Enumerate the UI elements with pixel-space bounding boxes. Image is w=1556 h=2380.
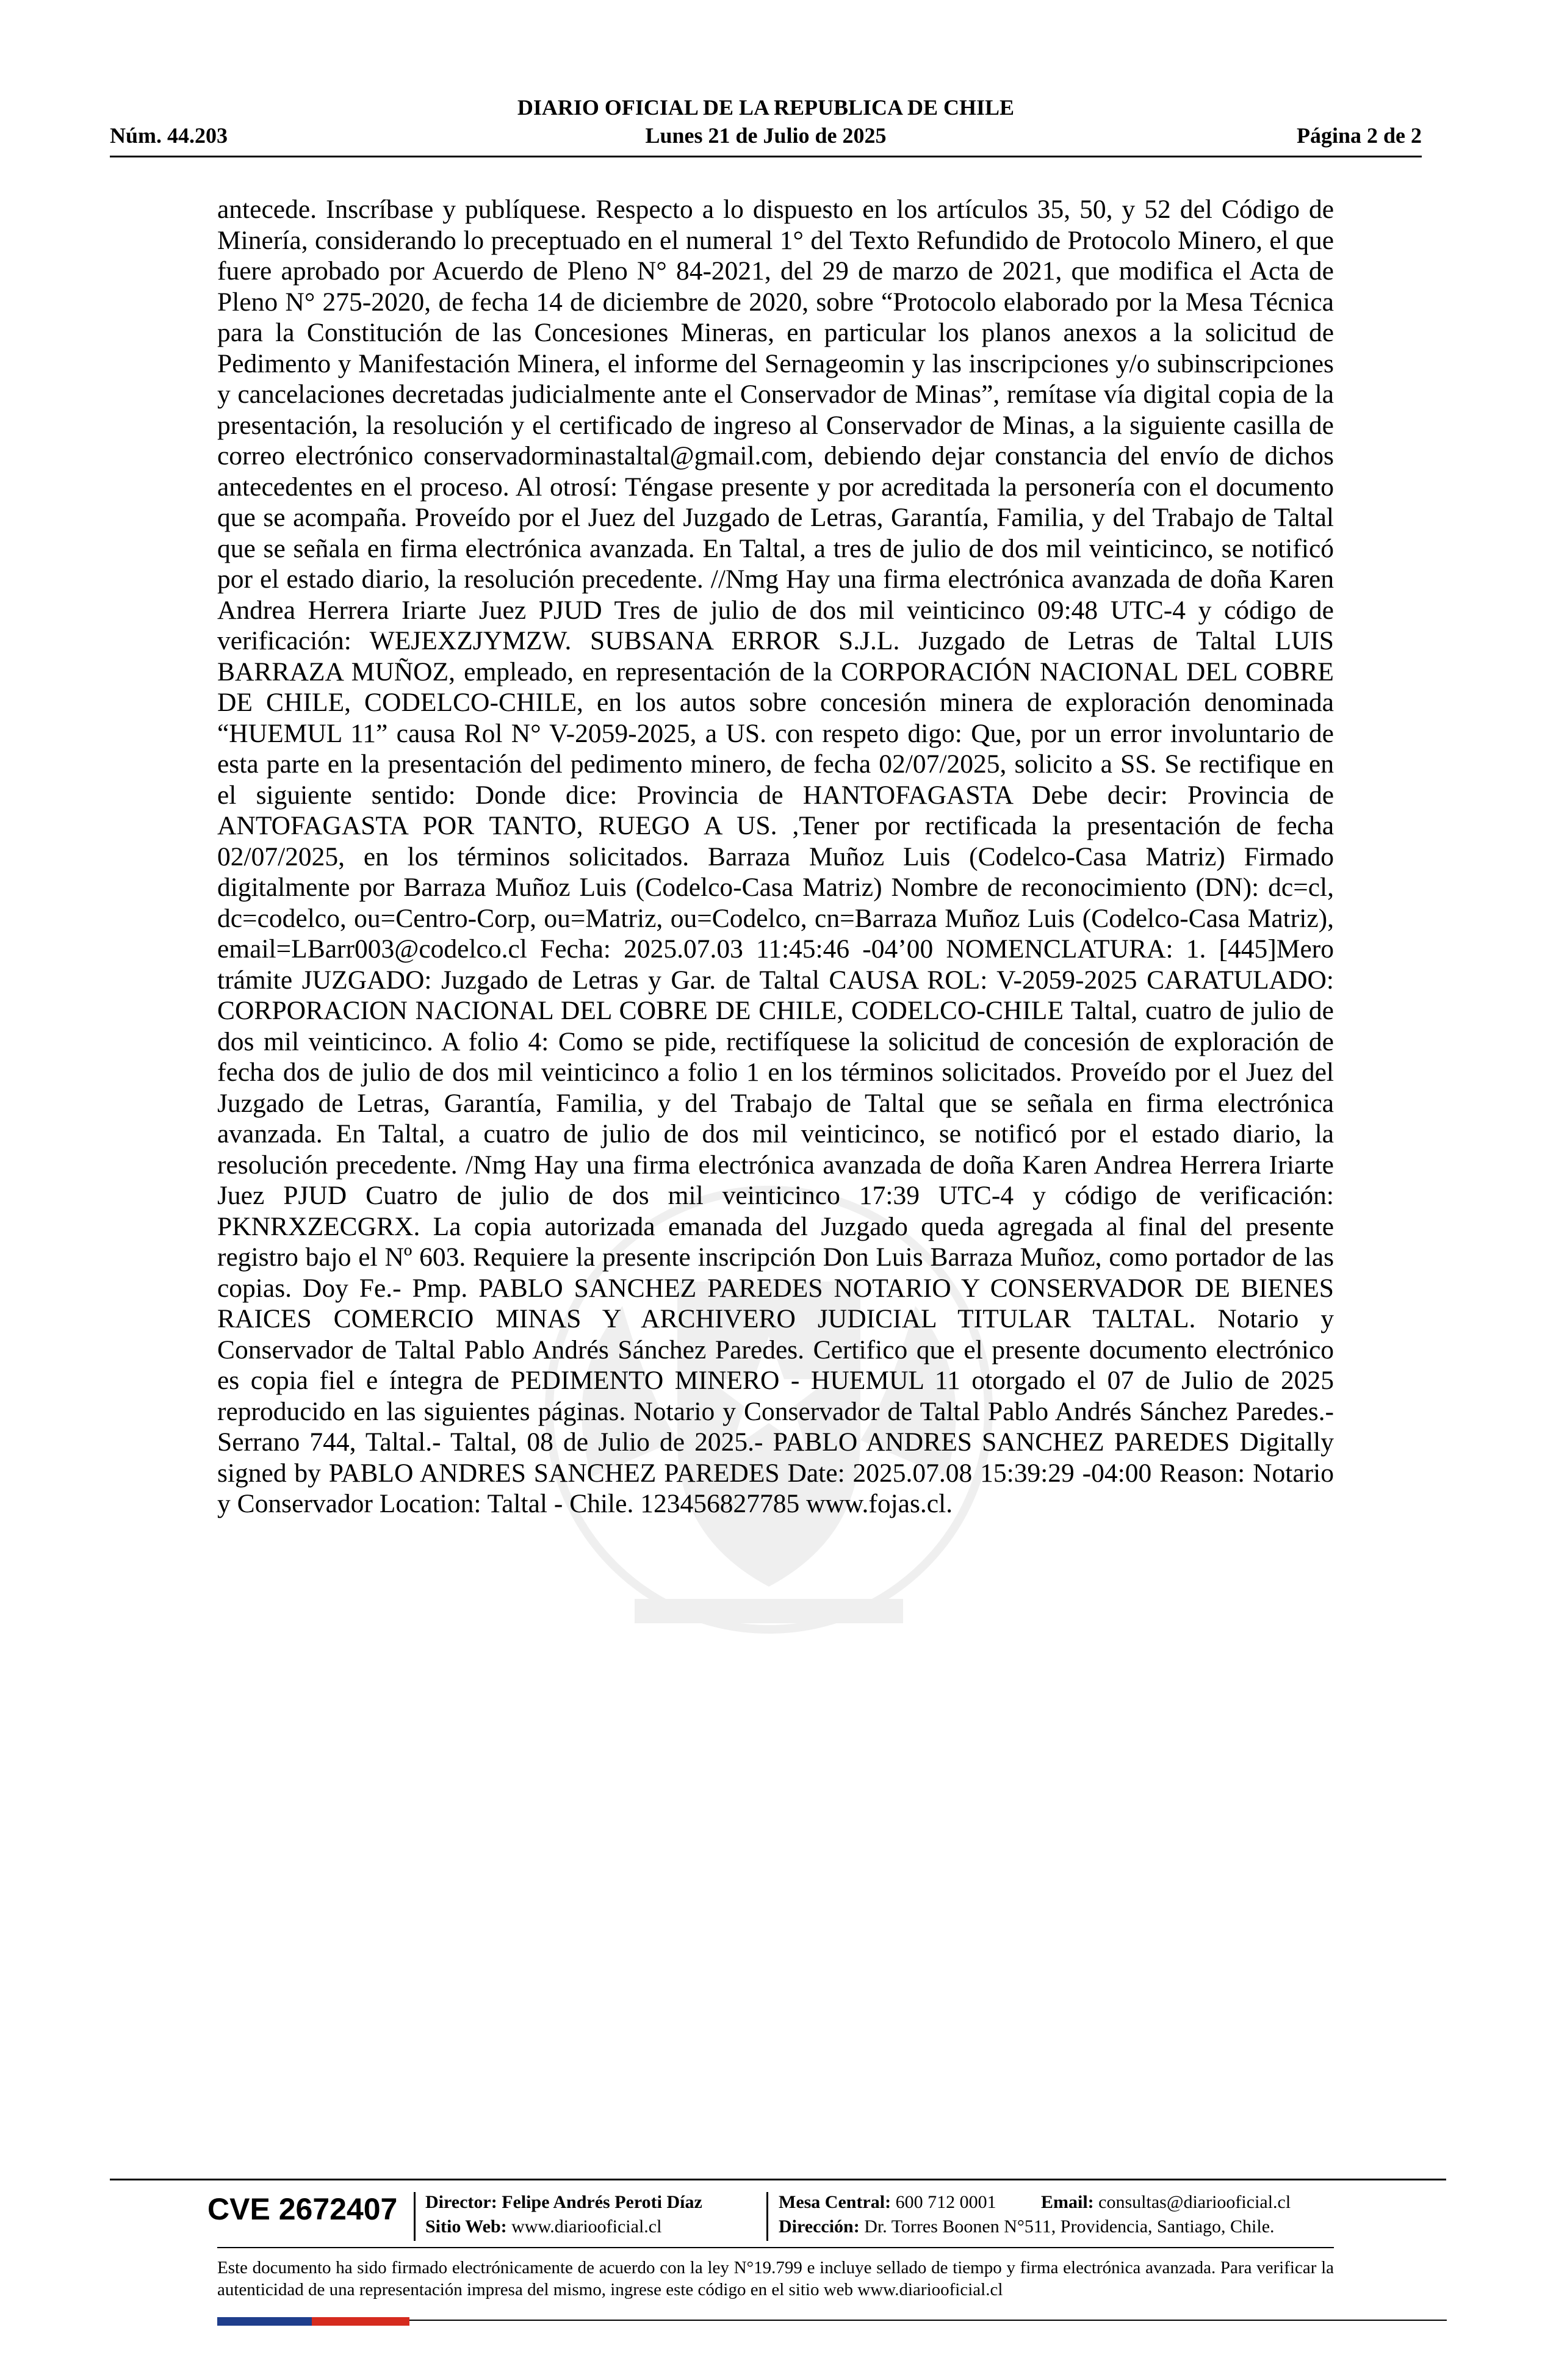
footer-bottom-divider <box>409 2320 1447 2321</box>
cve-code: CVE 2672407 <box>207 2192 398 2226</box>
address-label: Dirección: <box>779 2216 860 2237</box>
publication-title: DIARIO OFICIAL DE LA REPUBLICA DE CHILE <box>517 95 1015 120</box>
email-line <box>1041 2191 1291 2214</box>
issue-number: Núm. 44.203 <box>110 123 228 148</box>
mesa-central-label: Mesa Central: <box>779 2192 891 2212</box>
chile-flag-stripe <box>217 2317 409 2326</box>
email-label: Email: <box>1041 2192 1094 2212</box>
director-line <box>425 2191 702 2214</box>
website-line <box>425 2215 661 2238</box>
flag-red-band <box>312 2317 409 2326</box>
footer-separator <box>766 2192 768 2241</box>
publication-date: Lunes 21 de Julio de 2025 <box>645 123 887 148</box>
address-value: Dr. Torres Boonen N°511, Providencia, Santiago, Chile. <box>864 2216 1275 2237</box>
email-link[interactable]: consultas@diariooficial.cl <box>1098 2192 1291 2212</box>
footer-top-divider <box>110 2179 1446 2180</box>
main-text: antecede. Inscríbase y publíquese. Respecto a lo dispuesto en los artículos 35, 50, y 52 del Código de Minería, considerando lo preceptuado en el numeral 1° del Texto Refundido de Protocolo Minero, el que fuere aprobado por Acuerdo de Pleno N° 84-2021, del 29 de marzo de 2021, que modifica el Acta de Pleno N° 275-2020, de fecha 14 de diciembre de 2020, sobre “Protocolo elaborado por la Mesa Técnica para la Constitución de las Concesiones Mineras, en particular los planos anexos a la solicitud de Pedimento y Manifestación Minera, el informe del Sernageomin y las inscripciones y/o subinscripciones y cancelaciones decretadas judicialmente ante el Conservador de Minas”, remítase vía digital copia de la presentación, la resolución y el certificado de ingreso al Conservador de Minas, a la siguiente casilla de correo electrónico conservadorminastaltal@gmail.com, debiendo dejar constancia del envío de dichos antecedentes en el proceso. Al otrosí: Téngase presente y por acreditada la personería con el documento que se acompaña. Proveído por el Juez del Juzgado de Letras, Garantía, Familia, y del Trabajo de Taltal que se señala en firma electrónica avanzada. En Taltal, a tres de julio de dos mil veinticinco, se notificó por el estado diario, la resolución precedente. //Nmg Hay una firma electrónica avanzada de doña Karen Andrea Herrera Iriarte Juez PJUD Tres de julio de dos mil veinticinco 09:48 UTC-4 y código de verificación: WEJEXZJYMZW. SUBSANA ERROR S.J.L. Juzgado de Letras de Taltal LUIS BARRAZA MUÑOZ, empleado, en representación de la CORPORACIÓN NACIONAL DEL COBRE DE CHILE, CODELCO-CHILE, en los autos sobre concesión minera de exploración denominada “HUEMUL 11” causa Rol N° V-2059-2025, a US. con respeto digo: Que, por un error involuntario de esta parte en la presentación del pedimento minero, de fecha 02/07/2025, solicito a SS. Se rectifique en el siguiente sentido: Donde dice: Provincia de HANTOFAGASTA Debe decir: Provincia de ANTOFAGASTA POR TANTO, RUEGO A US. ,Tener por rectificada la presentación de fecha 02/07/2025, en los términos solicitados. Barraza Muñoz Luis (Codelco-Casa Matriz) Firmado digitalmente por Barraza Muñoz Luis (Codelco-Casa Matriz) Nombre de reconocimiento (DN): dc=cl, dc=codelco, ou=Centro-Corp, ou=Matriz, ou=Codelco, cn=Barraza Muñoz Luis (Codelco-Casa Matriz), email=LBarr003@codelco.cl Fecha: 2025.07.03 11:45:46 -04’00 NOMENCLATURA: 1. [445]Mero trámite JUZGADO: Juzgado de Letras y Gar. de Taltal CAUSA ROL: V-2059-2025 CARATULADO: CORPORACION NACIONAL DEL COBRE DE CHILE, CODELCO-CHILE Taltal, cuatro de julio de dos mil veinticinco. A folio 4: Como se pide, rectifíquese la solicitud de concesión de exploración de fecha dos de julio de dos mil veinticinco a folio 1 en los términos solicitados. Proveído por el Juez del Juzgado de Letras, Garantía, Familia, y del Trabajo de Taltal que se señala en firma electrónica avanzada. En Taltal, a cuatro de julio de dos mil veinticinco, se notificó por el estado diario, la resolución precedente. /Nmg Hay una firma electrónica avanzada de doña Karen Andrea Herrera Iriarte Juez PJUD Cuatro de julio de dos mil veinticinco 17:39 UTC-4 y código de verificación: PKNRXZECGRX. La copia autorizada emanada del Juzgado queda agregada al final del presente registro bajo el Nº 603. Requiere la presente inscripción Don Luis Barraza Muñoz, como portador de las copias. Doy Fe.- Pmp. PABLO SANCHEZ PAREDES NOTARIO Y CONSERVADOR DE BIENES RAICES COMERCIO MINAS Y ARCHIVERO JUDICIAL TITULAR TALTAL. Notario y Conservador de Taltal Pablo Andrés Sánchez Paredes. Certifico que el presente documento electrónico es copia fiel e íntegra de PEDIMENTO MINERO - HUEMUL 11 otorgado el 07 de Julio de 2025 reproducido en las siguientes páginas. Notario y Conservador de Taltal Pablo Andrés Sánchez Paredes.- Serrano 744, Taltal.- Taltal, 08 de Julio de 2025.- PABLO ANDRES SANCHEZ PAREDES Digitally signed by PABLO ANDRES SANCHEZ PAREDES Date: 2025.07.08 15:39:29 -04:00 Reason: Notario y Conservador Location: Taltal - Chile. 123456827785 www.fojas.cl. <box>217 195 1334 1518</box>
legal-notice: Este documento ha sido firmado electrónicamente de acuerdo con la ley N°19.799 e incluye sellado de tiempo y firma electrónica avanzada. Para verificar la autenticidad de una representación impresa del mismo, ingrese este código en el sitio web www.diariooficial.cl <box>217 2258 1334 2299</box>
footer-separator <box>414 2192 416 2241</box>
director-name: Felipe Andrés Peroti Díaz <box>502 2192 702 2212</box>
contact-line <box>779 2191 996 2214</box>
website-label: Sitio Web: <box>425 2216 507 2237</box>
director-label: Director: <box>425 2192 497 2212</box>
footer-middle-divider <box>217 2247 1334 2248</box>
address-line <box>779 2215 1275 2238</box>
page-header <box>110 95 1422 156</box>
page-number: Página 2 de 2 <box>1296 123 1422 148</box>
website-link[interactable]: www.diariooficial.cl <box>511 2216 662 2237</box>
header-divider <box>110 156 1422 157</box>
flag-blue-band <box>217 2317 312 2326</box>
mesa-central-phone: 600 712 0001 <box>895 2192 996 2212</box>
